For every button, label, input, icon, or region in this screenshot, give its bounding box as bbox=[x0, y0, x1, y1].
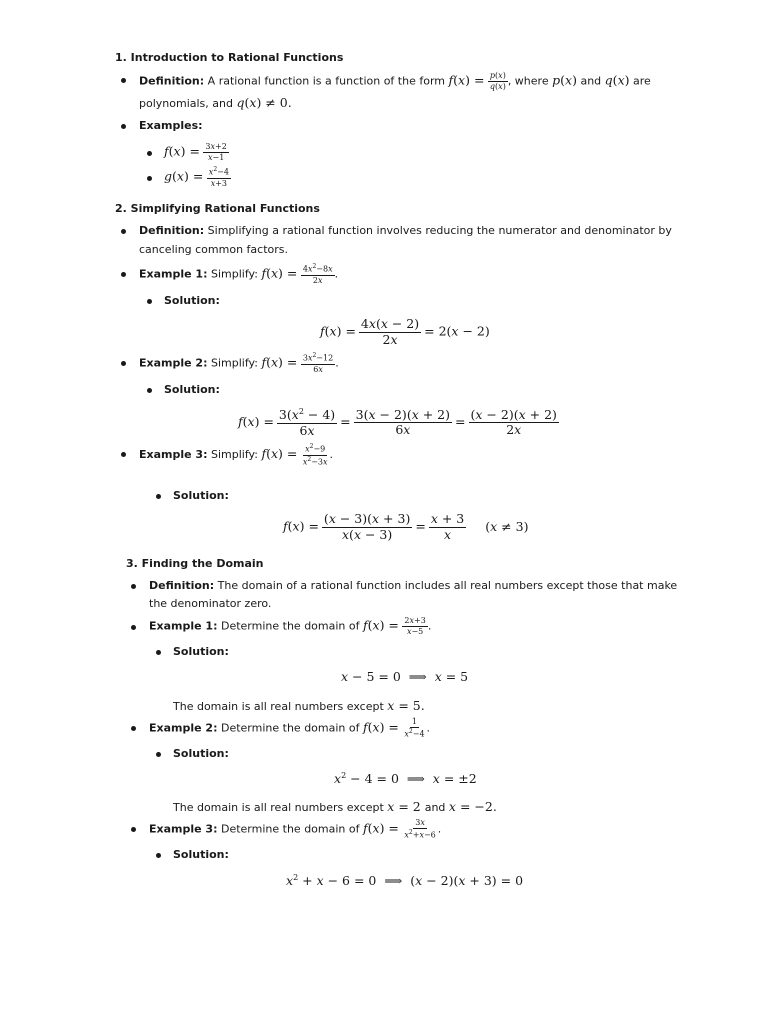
definition-text: A rational function is a function of the form bbox=[207, 74, 445, 88]
bullet bbox=[131, 625, 136, 630]
bullet bbox=[156, 752, 161, 757]
s2-example-2: Example 2: Simplify: f(x) = $\frac{3x^2-12}{6x}$ . bbox=[139, 352, 339, 374]
section-3-heading: 3. Finding the Domain bbox=[126, 557, 264, 570]
bullet bbox=[131, 726, 136, 731]
s3-example-1: Example 1: Determine the domain of f(x) = $\frac{2x+3}{x-5}$ . bbox=[149, 616, 432, 636]
equation-domain-2: $x^2 - 4 = 0$ ⟹ x = ±2 bbox=[334, 771, 477, 787]
s3-example-2: Example 2: Determine the domain of f(x) = $\frac{1}{x^2-4}$ . bbox=[149, 717, 431, 739]
domain-text-2: The domain is all real numbers except x = 2 and x = −2. bbox=[173, 799, 497, 814]
fraction-p-over-q: $\frac{p(x)}{q(x)}$ bbox=[489, 71, 506, 91]
solution-label: Solution: bbox=[173, 489, 229, 502]
definition-label: Definition: bbox=[139, 74, 205, 88]
solution-label: Solution: bbox=[164, 294, 220, 307]
equation-domain-3: $x^2 + x - 6 = 0$ ⟹ (x − 2)(x + 3) = 0 bbox=[286, 873, 524, 889]
s1-definition: Definition: A rational function is a function of the form f(x) = $\frac{p(x)}{q(x)}$ , where p(x) and q(x) are bbox=[139, 71, 651, 91]
equation-domain-1: x − 5 = 0 ⟹ x = 5 bbox=[341, 669, 469, 684]
bullet bbox=[147, 151, 152, 156]
bullet bbox=[131, 827, 136, 832]
s3-definition: Definition: The domain of a rational function includes all real numbers except those that make bbox=[149, 579, 678, 592]
domain-text-1: The domain is all real numbers except x = 5. bbox=[173, 698, 425, 713]
s1-definition-cont: polynomials, and q(x) ≠ 0. bbox=[139, 95, 292, 110]
bullet bbox=[156, 650, 161, 655]
bullet bbox=[121, 272, 126, 277]
bullet bbox=[121, 78, 126, 83]
equation-ex1: f(x) = $\frac{4x(x - 2)}{2x}$ = 2(x − 2) bbox=[320, 316, 490, 347]
equation-ex3: f(x) = $\frac{(x - 3)(x + 3)}{x(x - 3)}$ = $\frac{x + 3}{x}$ (x ≠ 3) bbox=[283, 511, 529, 542]
bullet bbox=[121, 229, 126, 234]
examples-label: Examples: bbox=[139, 119, 203, 132]
section-1-heading: 1. Introduction to Rational Functions bbox=[115, 51, 344, 64]
s2-definition: Definition: Simplifying a rational function involves reducing the numerator and denominator by bbox=[139, 224, 672, 237]
s2-definition-cont: canceling common factors. bbox=[139, 243, 288, 256]
equation-ex2: f(x) = $\frac{3(x^2 - 4)}{6x}$ = $\frac{3(x - 2)(x + 2)}{6x}$ = $\frac{(x - 2)(x + 2)}{2x}$ bbox=[238, 406, 557, 438]
bullet bbox=[121, 452, 126, 457]
s2-example-1: Example 1: Simplify: f(x) = $\frac{4x^2-8x}{2x}$ . bbox=[139, 263, 339, 285]
example-f: f(x) = $\frac{3x+2}{x-1}$ bbox=[164, 142, 227, 162]
s2-example-3: Example 3: Simplify: f(x) = $\frac{x^2-9}{x^2-3x}$ . bbox=[139, 443, 334, 467]
bullet bbox=[131, 584, 136, 589]
bullet bbox=[147, 176, 152, 181]
section-2-heading: 2. Simplifying Rational Functions bbox=[115, 202, 320, 215]
solution-label: Solution: bbox=[164, 383, 220, 396]
bullet bbox=[156, 853, 161, 858]
math-f-of-x: f bbox=[448, 72, 454, 88]
s3-example-3: Example 3: Determine the domain of f(x) = $\frac{3x}{x^2+x-6}$ . bbox=[149, 818, 442, 840]
example-g: g(x) = $\frac{x^2-4}{x+3}$ bbox=[164, 166, 229, 188]
bullet bbox=[147, 388, 152, 393]
solution-label: Solution: bbox=[173, 848, 229, 861]
bullet bbox=[121, 124, 126, 129]
s3-definition-cont: the denominator zero. bbox=[149, 597, 272, 610]
bullet bbox=[156, 494, 161, 499]
solution-label: Solution: bbox=[173, 747, 229, 760]
bullet bbox=[121, 361, 126, 366]
solution-label: Solution: bbox=[173, 645, 229, 658]
bullet bbox=[147, 299, 152, 304]
